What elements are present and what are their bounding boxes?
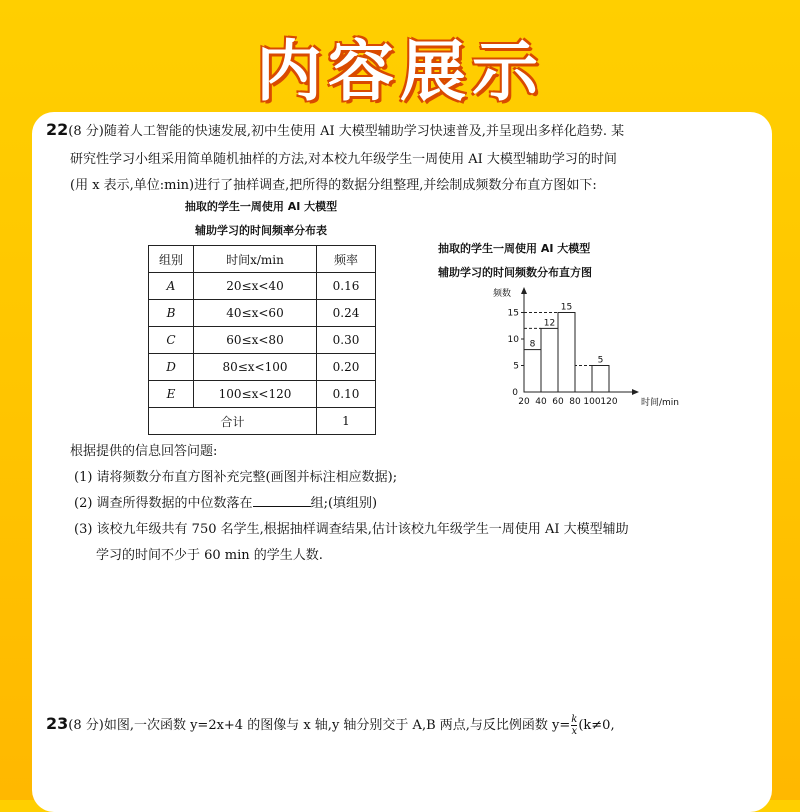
y-tick-label: 10 [507,335,519,345]
table-cell-group: A [149,273,194,300]
table-cell-time: 20≤x<40 [194,273,317,300]
histogram-title-1: 抽取的学生一周使用 AI 大模型 [438,242,591,255]
table-row [149,381,376,408]
x-axis-arrow [632,389,639,395]
sub-question-1: (1) 请将频数分布直方图补充完整(画图并标注相应数据); [74,470,398,485]
fraction-denominator: x [571,726,578,737]
table-row [149,354,376,381]
x-tick-label: 60 [552,397,564,407]
table-cell-group: E [149,381,194,408]
question-22-text-1: (8 分)随着人工智能的快速发展,初中生使用 AI 大模型辅助学习快速普及,并呈现出多样化趋势. 某 [68,124,625,139]
fraction-k-over-x [571,714,577,737]
y-tick-label: 5 [513,361,519,372]
table-cell-frequency: 0.10 [317,381,376,408]
table-row [149,273,376,300]
question-23-text-after: (k≠0, [578,718,615,733]
table-title-2: 辅助学习的时间频率分布表 [195,224,327,237]
question-23-line [46,714,615,737]
table-total-row [149,408,376,435]
x-axis-label: 时间/min [640,398,680,408]
x-tick-label: 40 [535,397,547,407]
table-cell-time: 60≤x<80 [194,327,317,354]
table-cell-group: D [149,354,194,381]
table-cell-frequency: 0.24 [317,300,376,327]
table-cell-frequency: 0.30 [317,327,376,354]
question-22-line-1 [46,120,624,139]
table-total-label: 合计 [149,408,317,435]
table-row [149,300,376,327]
x-tick-label: 20 [518,397,530,407]
table-header-frequency: 频率 [317,246,376,273]
question-22-number: 22 [46,120,69,139]
histogram-title-2: 辅助学习的时间频数分布直方图 [438,266,592,279]
y-axis-label: 频数 [492,289,512,299]
histogram-chart [462,284,692,410]
table-cell-frequency: 0.20 [317,354,376,381]
table-header-group: 组别 [149,246,194,273]
answer-prompt: 根据提供的信息回答问题: [70,444,218,459]
table-header-time: 时间x/min [194,246,317,273]
y-tick-label: 0 [512,388,518,398]
data-label: 5 [597,355,604,366]
x-tick-label: 80 [569,397,581,407]
y-tick-label: 15 [507,308,519,319]
exam-paper [32,112,772,812]
bar-60-80 [558,313,575,393]
sub-question-2-text: (2) 调查所得数据的中位数落在 [74,496,253,511]
bar-20-40 [524,350,541,392]
data-label: 8 [529,339,536,350]
frequency-table [148,245,376,435]
question-23-text: (8 分)如图,一次函数 y=2x+4 的图像与 x 轴,y 轴分别交于 A,B 两点,与反比例函数 y= [68,718,571,733]
question-22-line-2: 研究性学习小组采用简单随机抽样的方法,对本校九年级学生一周使用 AI 大模型辅助学习的时间 [70,152,617,167]
table-cell-group: B [149,300,194,327]
table-cell-time: 80≤x<100 [194,354,317,381]
answer-blank[interactable] [253,494,311,507]
banner-title: 内容展示 [256,33,544,110]
question-23-number: 23 [46,714,69,733]
x-tick-label: 100 [583,397,601,407]
data-label: 15 [560,302,573,313]
data-label: 12 [543,318,556,329]
table-cell-time: 40≤x<60 [194,300,317,327]
table-cell-frequency: 0.16 [317,273,376,300]
bar-40-60 [541,328,558,392]
table-row [149,327,376,354]
table-cell-time: 100≤x<120 [194,381,317,408]
bar-100-120 [592,366,609,393]
fraction-numerator: k [571,714,578,725]
sub-question-2 [74,492,377,511]
y-axis-arrow [521,287,527,294]
table-header-row [149,246,376,273]
question-22-line-3: (用 x 表示,单位:min)进行了抽样调查,把所得的数据分组整理,并绘制成频数分布直方图如下: [70,178,597,193]
table-cell-group: C [149,327,194,354]
table-title-1: 抽取的学生一周使用 AI 大模型 [184,200,338,213]
sub-question-3-line-1: (3) 该校九年级共有 750 名学生,根据抽样调查结果,估计该校九年级学生一周使用 AI 大模型辅助 [74,522,629,537]
table-total-value: 1 [317,408,376,435]
x-tick-label: 120 [600,397,618,407]
sub-question-2-suffix: 组;(填组别) [310,496,378,511]
sub-question-3-line-2: 学习的时间不少于 60 min 的学生人数. [96,548,323,563]
